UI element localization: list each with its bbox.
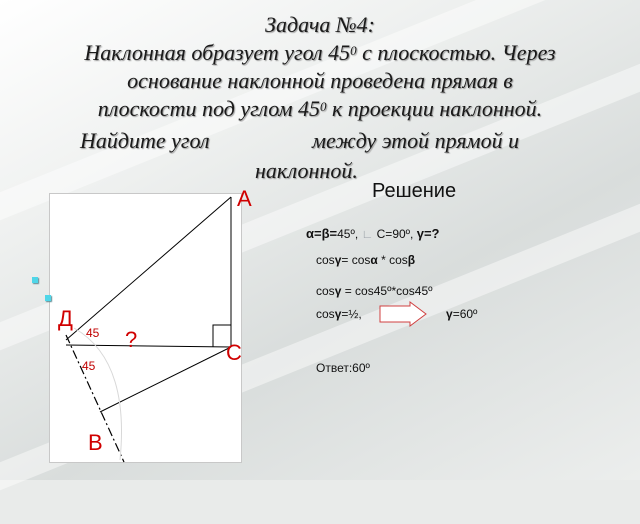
problem-line-1: Задача №4: — [265, 12, 375, 37]
given-gamma: γ=? — [416, 226, 440, 241]
formula-text: =½, — [341, 307, 362, 321]
problem-text: Наклонная образует угол 45 — [84, 40, 351, 65]
degree-superscript: 0 — [350, 43, 357, 58]
segment-da — [66, 197, 231, 340]
problem-text: между этой прямой и — [312, 128, 520, 153]
formula-2 — [316, 284, 433, 298]
formula-text: =60º — [452, 307, 478, 321]
segment-dc — [66, 345, 231, 347]
angle-icon: ∟ — [361, 227, 374, 241]
formula-3-result — [446, 307, 477, 321]
formula-text: * cos — [377, 253, 408, 267]
degree-superscript: 0 — [320, 99, 327, 114]
problem-text: плоскости под углом 45 — [97, 96, 320, 121]
problem-text: наклонной. — [255, 158, 358, 183]
formula-text: = cos — [341, 253, 371, 267]
arrow-icon — [380, 302, 426, 326]
given-angle-c: С=90º, — [376, 227, 414, 241]
given-line — [306, 227, 440, 241]
point-d-label: Д — [58, 306, 73, 331]
given-value: 45º, — [337, 227, 359, 241]
problem-text: основание наклонной проведена прямая в — [127, 68, 513, 93]
angle-45-bottom: 45 — [82, 359, 96, 373]
solution-title: Решение — [372, 180, 457, 202]
formula-symbol: β — [407, 253, 416, 267]
given-alpha-beta: α=β= — [306, 226, 338, 241]
angle-45-top: 45 — [86, 326, 100, 340]
formula-text: = cos45º*cos45º — [341, 284, 433, 298]
formula-1 — [316, 253, 415, 267]
problem-text: к проекции наклонной. — [326, 96, 543, 121]
formula-text: cos — [316, 253, 335, 267]
formula-3 — [316, 307, 362, 321]
formula-symbol: γ — [334, 307, 342, 321]
formula-symbol: γ — [334, 284, 342, 298]
point-c-label: С — [226, 340, 242, 365]
formula-text: cos — [316, 284, 335, 298]
formula-symbol: γ — [334, 253, 342, 267]
unknown-angle-label: ? — [125, 327, 138, 352]
point-b-label: В — [88, 430, 103, 455]
problem-text: Найдите угол — [80, 128, 210, 153]
answer-text: Ответ:60º — [316, 361, 370, 375]
problem-text: с плоскостью. Через — [356, 40, 556, 65]
formula-symbol: γ — [446, 307, 453, 321]
point-a-label: А — [237, 186, 252, 211]
formula-text: cos — [316, 307, 335, 321]
formula-symbol: α — [370, 253, 378, 267]
